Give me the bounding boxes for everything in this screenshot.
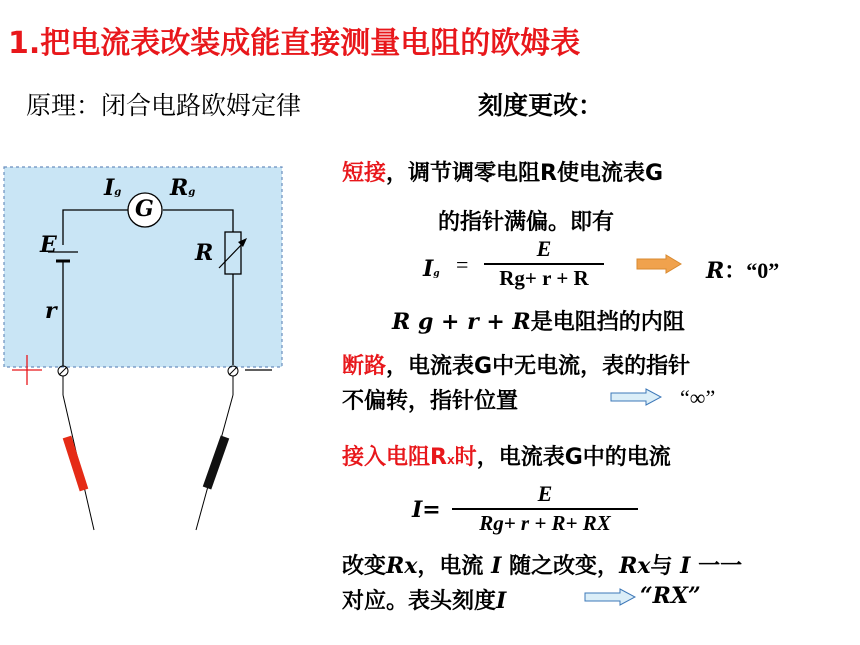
open-line-1: 断路，电流表G中无电流，表的指针 (342, 354, 691, 379)
label-r-variable: R (195, 240, 214, 266)
black-probe (207, 437, 225, 488)
eq2-numerator: E (537, 481, 553, 506)
open-line-2: 不偏转，指针位置 (342, 389, 519, 414)
connect-line-1: 接入电阻RX时，电流表G中的电流 (342, 445, 671, 470)
scale-line: 对应。表头刻度I (342, 588, 507, 614)
left-terminal-slash (59, 367, 67, 375)
principle-text: 原理：闭合电路欧姆定律 (26, 91, 302, 120)
eq1-equals: = (456, 252, 469, 277)
short-keyword: 短接 (342, 161, 387, 186)
connect-keyword: 接入电阻RX时 (342, 445, 477, 470)
short-line-1: 短接，调节调零电阻R使电流表G (342, 161, 664, 186)
eq1-fraction (484, 236, 604, 291)
eq2-fraction (452, 481, 638, 536)
eq1-numerator: E (536, 236, 552, 261)
red-probe (67, 437, 84, 490)
eq2-denominator: Rg+ r + R+ RX (479, 510, 611, 535)
eq2-lhs: I= (412, 497, 441, 523)
scale-heading: 刻度更改： (478, 91, 604, 120)
label-ig: Ig (104, 175, 122, 201)
eq1-denominator: Rg+ r + R (499, 265, 589, 290)
open-result: “∞” (680, 385, 716, 410)
internal-resistance-line: R g + r + R是电阻挡的内阻 (392, 309, 685, 335)
blue-arrow-icon-2 (584, 588, 636, 606)
eq2-bar (452, 508, 638, 510)
label-internal-r: r (45, 298, 57, 324)
page-title: 1.把电流表改装成能直接测量电阻的欧姆表 (8, 26, 581, 61)
label-galvanometer: G (135, 196, 154, 222)
short-line-2: 的指针满偏。即有 (438, 210, 615, 235)
change-line: 改变Rx，电流 I 随之改变，Rx与 I 一一 (342, 553, 743, 579)
eq1-lhs: Ig (423, 256, 440, 282)
label-emf: E (40, 232, 57, 258)
label-rg: Rg (170, 175, 196, 201)
blue-arrow-icon (610, 388, 662, 406)
orange-arrow-icon (636, 254, 682, 274)
right-terminal-slash (229, 367, 237, 375)
open-keyword: 断路 (342, 354, 387, 379)
eq1-bar (484, 263, 604, 265)
short-result: R：“0” (706, 258, 780, 284)
scale-result: “RX” (640, 583, 701, 609)
